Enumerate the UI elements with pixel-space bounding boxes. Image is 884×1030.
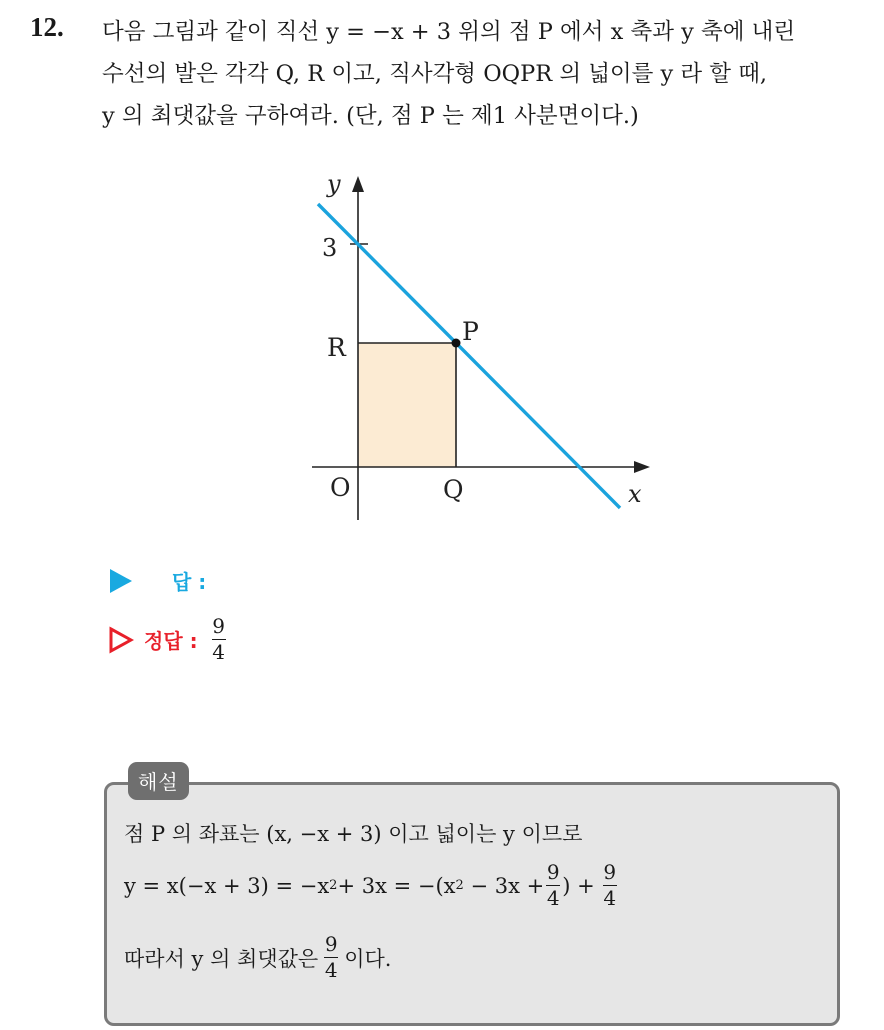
eq-part-c: + 3x = −(x: [337, 873, 456, 898]
play-outline-icon: [108, 626, 134, 654]
conclusion-fraction-den: 4: [324, 958, 338, 983]
fraction-numerator: 9: [212, 614, 225, 638]
correct-answer-fraction: [212, 616, 226, 663]
eq-fraction-2-num: 9: [603, 860, 617, 884]
label-p: P: [462, 317, 479, 346]
play-filled-icon: [108, 567, 134, 595]
answer-row: [108, 566, 206, 595]
conclusion-fraction: [324, 934, 338, 981]
label-o: O: [330, 473, 351, 502]
label-r: R: [327, 333, 346, 362]
problem-line-3: y 의 최댓값을 구하여라. (단, 점 P 는 제1 사분면이다.): [102, 103, 639, 129]
problem-number: 12.: [30, 12, 64, 42]
label-y-axis: y: [327, 170, 341, 198]
eq-fraction-1-den: 4: [546, 886, 560, 911]
eq-exp-1: 2: [329, 878, 338, 894]
solution-line-2: [124, 862, 619, 909]
label-intercept-3: 3: [322, 234, 338, 262]
answer-label: 답 :: [172, 570, 207, 594]
eq-part-a: y = x(−x + 3) = −x: [124, 873, 330, 898]
x-axis-arrow: [634, 461, 650, 473]
conclusion-text-a: 따라서 y 의 최댓값은: [124, 946, 319, 971]
conclusion-fraction-num: 9: [324, 932, 338, 956]
point-p: [452, 339, 461, 348]
graph-figure: [300, 160, 670, 534]
eq-part-g: ) +: [562, 873, 595, 898]
label-q: Q: [443, 475, 464, 504]
eq-fraction-1-num: 9: [546, 860, 560, 884]
graph-svg: [300, 160, 670, 530]
eq-exp-2: 2: [455, 878, 464, 894]
eq-fraction-1: [546, 862, 560, 909]
eq-part-e: − 3x +: [463, 873, 545, 898]
eq-fraction-2-den: 4: [603, 886, 617, 911]
solution-line-3: [124, 934, 391, 981]
correct-answer-row: [108, 616, 228, 663]
rectangle-oqpr: [358, 343, 456, 467]
solution-tag: 해설: [128, 762, 189, 800]
solution-line-1: 점 P 의 좌표는 (x, −x + 3) 이고 넓이는 y 이므로: [124, 822, 583, 846]
label-x-axis: x: [628, 480, 642, 508]
problem-line-2: 수선의 발은 각각 Q, R 이고, 직사각형 OQPR 의 넓이를 y 라 할 때,: [102, 61, 768, 87]
correct-answer-label: 정답 :: [144, 629, 198, 654]
eq-fraction-2: [603, 862, 617, 909]
y-axis-arrow: [352, 176, 364, 192]
problem-line-1: 다음 그림과 같이 직선 y = −x + 3 위의 점 P 에서 x 축과 y 축에 내린: [102, 19, 796, 45]
conclusion-text-b: 이다.: [344, 946, 392, 971]
fraction-denominator: 4: [212, 640, 225, 665]
